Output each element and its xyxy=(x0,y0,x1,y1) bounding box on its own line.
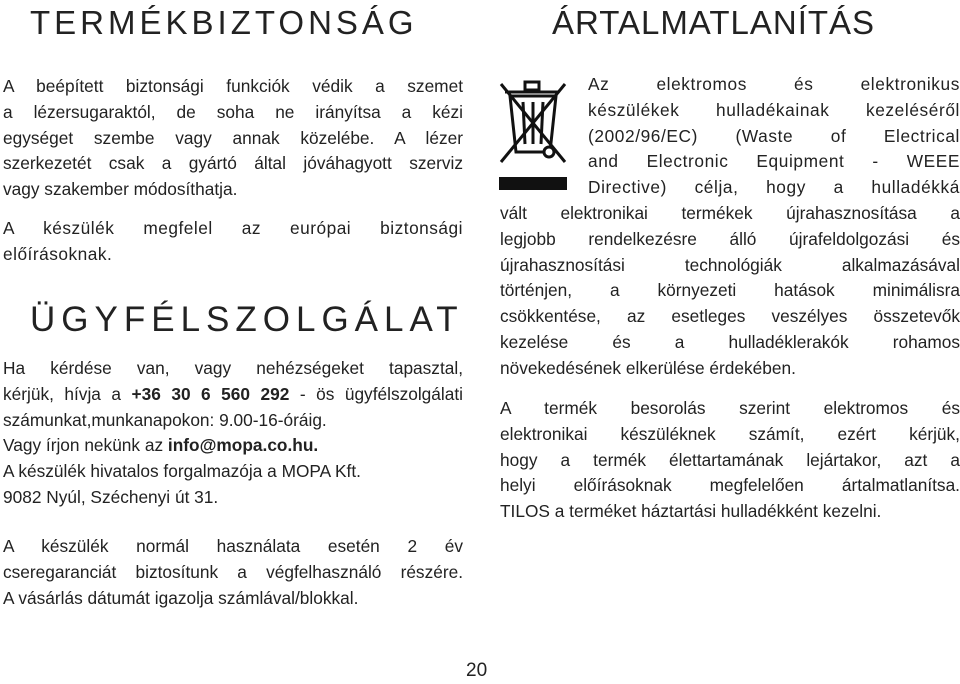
classification-paragraph xyxy=(500,396,960,525)
text-line xyxy=(3,433,463,459)
text-line: csökkentése, az esetleges veszélyes összetevők xyxy=(500,306,960,327)
text-line: szerkezetét csak a gyártó által jóváhagyott szerviz xyxy=(3,153,463,174)
text-line: egységet szembe vagy annak közelébe. A lézer xyxy=(3,127,463,148)
text-line: A beépített biztonsági funkciók védik a szemet xyxy=(3,76,463,96)
text-line: elektronikai készüléknek számít, ezért kérjük, xyxy=(500,423,960,444)
text-line: A készülék megfelel az európai biztonsági xyxy=(3,218,463,238)
text-line: történjen, a környezeti hatások minimálisra xyxy=(500,280,960,301)
weee-intro-paragraph xyxy=(588,72,960,201)
disposal-heading: ÁRTALMATLANÍTÁS xyxy=(552,4,876,41)
text-line: A készülék hivatalos forgalmazója a MOPA Kft. xyxy=(3,461,361,482)
text-line: vált elektronikai termékek újrahasznosítása a xyxy=(500,203,960,223)
text-line: Directive) célja, hogy a hulladékká xyxy=(588,177,960,198)
compliance-paragraph xyxy=(3,216,463,268)
text-line: vagy szakember módosíthatja. xyxy=(3,179,238,200)
text-line: helyi előírásoknak megfelelően ártalmatlanítsa. xyxy=(500,475,960,496)
text-line: hogy a termék élettartamának lejártakor, azt a xyxy=(500,449,960,470)
text-line: A készülék normál használata esetén 2 év xyxy=(3,536,463,556)
email-address: info@mopa.co.hu. xyxy=(167,435,319,456)
crossed-out-wheelie-bin-icon xyxy=(497,74,569,194)
text-fragment: Vagy írjon nekünk az xyxy=(3,435,168,456)
text-line: Az elektromos és elektronikus xyxy=(588,74,960,94)
text-line: TILOS a terméket háztartási hulladékként kezelni. xyxy=(500,501,882,522)
text-line: növekedésének elkerülése érdekében. xyxy=(500,357,796,378)
text-fragment: kérjük, hívja a xyxy=(3,383,132,404)
customer-service-heading: ÜGYFÉLSZOLGÁLAT xyxy=(30,300,464,339)
page-number: 20 xyxy=(466,660,488,681)
weee-paragraph xyxy=(500,201,960,382)
text-line: előírásoknak. xyxy=(3,243,113,264)
text-line: újrahasznosítási technológiák alkalmazásával xyxy=(500,254,960,275)
phone-number: +36 30 6 560 292 xyxy=(131,383,290,404)
text-line: cseregaranciát biztosítunk a végfelhasználó részére. xyxy=(3,561,463,582)
text-line: Ha kérdése van, vagy nehézségeket tapasztal, xyxy=(3,358,463,378)
text-line: kezelése és a hulladéklerakók rohamos xyxy=(500,331,960,352)
text-line: A vásárlás dátumát igazolja számlával/blokkal. xyxy=(3,587,359,608)
safety-paragraph xyxy=(3,74,463,203)
text-line: (2002/96/EC) (Waste of Electrical xyxy=(588,125,960,146)
text-line: számunkat,munkanapokon: 9.00-16-óráig. xyxy=(3,409,327,430)
text-line: készülékek hulladékainak kezeléséről xyxy=(588,99,960,120)
text-line: A termék besorolás szerint elektromos és xyxy=(500,398,960,418)
text-line xyxy=(3,382,463,408)
text-line: 9082 Nyúl, Széchenyi út 31. xyxy=(3,486,219,507)
text-line: a lézersugaraktól, de soha ne irányítsa a kézi xyxy=(3,101,463,122)
text-line: legjobb rendelkezésre álló újrafeldolgozási és xyxy=(500,228,960,249)
text-fragment: - ös ügyfélszolgálati xyxy=(289,383,463,404)
warranty-paragraph xyxy=(3,534,463,611)
text-line: and Electronic Equipment - WEEE xyxy=(588,151,960,172)
customer-service-paragraph xyxy=(3,356,463,511)
product-safety-heading: TERMÉKBIZTONSÁG xyxy=(30,4,418,41)
